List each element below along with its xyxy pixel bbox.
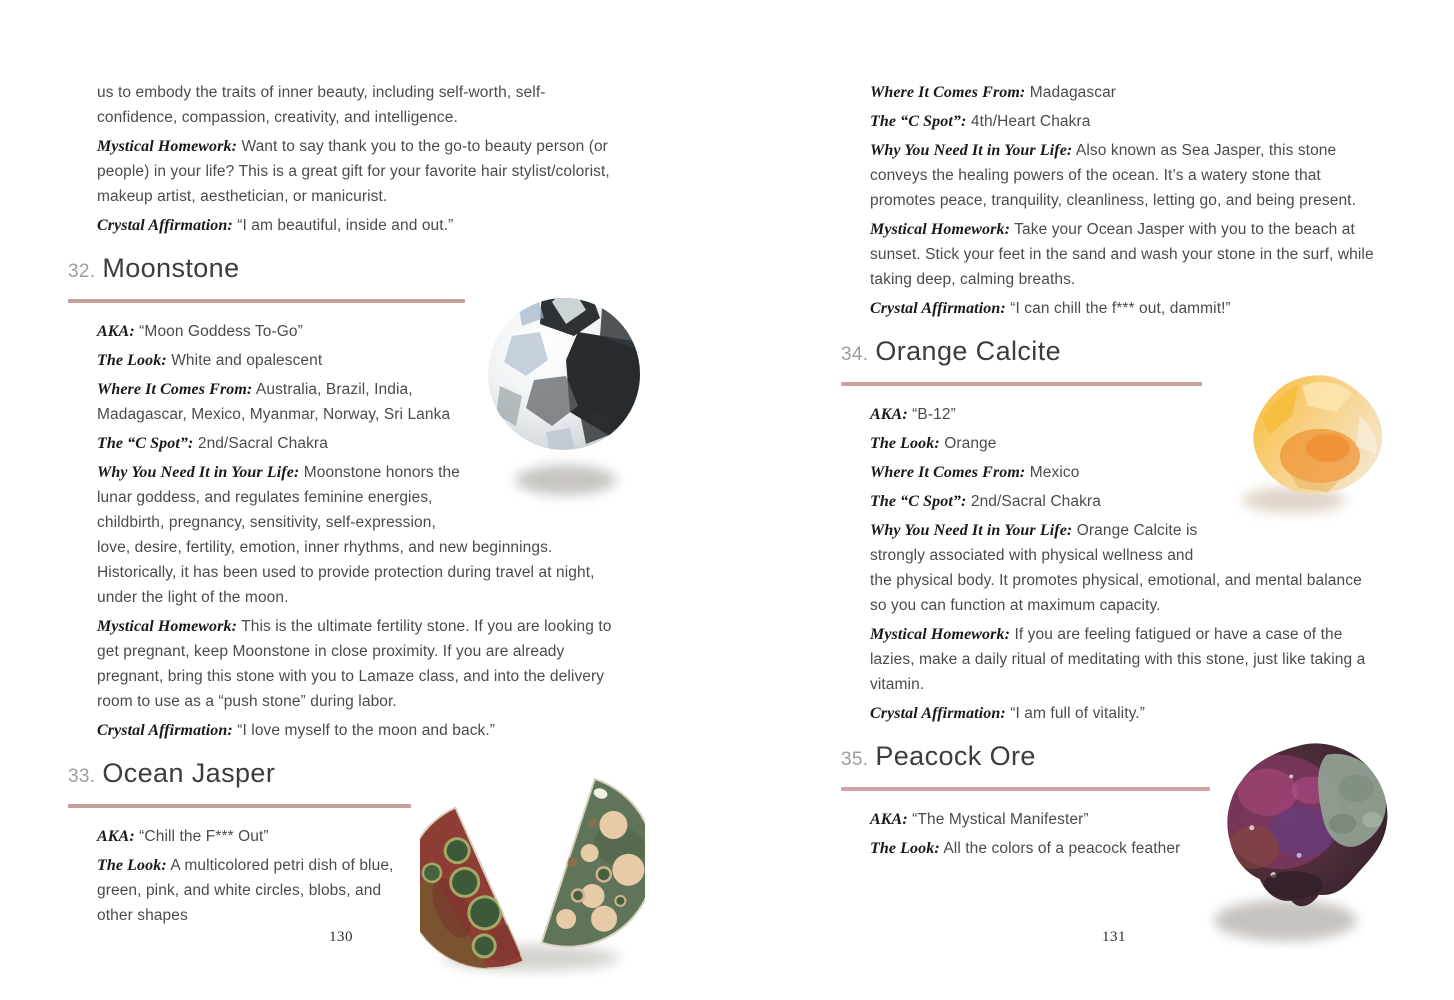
entry-label: Mystical Homework: [97,138,238,155]
right-page [727,0,1454,1000]
section-number: 34. [841,344,869,365]
entry-label: AKA: [97,323,135,340]
section-title: Ocean Jasper [102,758,276,788]
entry-label: Mystical Homework: [870,221,1011,238]
entry-text: Orange Calcite is strongly associated with physical wellness and the physical body. It promotes physical, emotional, and mental balance so you can function at maximum capacity. [870,522,1362,614]
entry-label: Where It Comes From: [870,464,1026,481]
orange-calcite-photo [1232,372,1397,547]
entry [97,80,615,130]
entry-text: “Chill the F*** Out” [139,828,269,845]
section-moonstone [68,252,615,743]
entry-text: Also known as Sea Jasper, this stone conveys the healing powers of the ocean. It’s a watery stone that promotes peace, tranquility, cleanliness, letting go, and being present. [870,142,1356,209]
section-heading [68,252,615,288]
entry-text: All the colors of a peacock feather [943,840,1181,857]
entry-text: Take your Ocean Jasper with you to the beach at sunset. Stick your feet in the sand and wash your stone in the surf, while taking deep, calming breaths. [870,221,1374,288]
entry-label: The “C Spot”: [870,493,967,510]
entry-label: Crystal Affirmation: [97,722,233,739]
entry-text: “I can chill the f*** out, dammit!” [1010,300,1231,317]
entry [870,296,1382,321]
heading-rule [841,787,1210,791]
entry-text: “I am full of vitality.” [1010,705,1145,722]
entry-text: Orange [944,435,997,452]
entry-label: Crystal Affirmation: [870,300,1006,317]
entry-label: Crystal Affirmation: [97,217,233,234]
entry-text: 2nd/Sacral Chakra [197,435,328,452]
entry-label: The Look: [870,435,940,452]
heading-rule [68,299,465,303]
entry [870,80,1382,105]
entry-label: Where It Comes From: [97,381,253,398]
entry-text: Mexico [1029,464,1080,481]
entry [870,138,1382,213]
entry [870,109,1382,134]
entry-label: AKA: [97,828,135,845]
section-peacock-ore [841,740,1382,861]
entry [97,718,615,743]
ocean-jasper-photo [420,774,645,979]
entry-text: Moonstone honors the lunar goddess, and regulates feminine energies, childbirth, pregnancy, sensitivity, self-expression, love, desire, fertility, emotion, inner rhythms, and new beginnings. Historically, it has been used to provide protection during travel at night, under the light of the moon. [97,464,595,606]
entry [870,622,1382,697]
entry-text: “Moon Goddess To-Go” [139,323,303,340]
entry-text: 2nd/Sacral Chakra [970,493,1101,510]
entry-text: “I am beautiful, inside and out.” [237,217,454,234]
section-number: 32. [68,261,96,282]
section-number: 35. [841,749,869,770]
entry [870,217,1382,292]
entry-text: “The Mystical Manifester” [912,811,1089,828]
entry-label: Why You Need It in Your Life: [870,522,1073,539]
section-title: Orange Calcite [875,336,1062,366]
section-number: 33. [68,766,96,787]
entry-label: Mystical Homework: [870,626,1011,643]
entry [97,213,615,238]
entry-text: 4th/Heart Chakra [970,113,1091,130]
heading-rule [841,382,1202,386]
entry [97,134,615,209]
heading-rule [68,804,411,808]
peacock-ore-photo [1207,737,1407,949]
section-title: Moonstone [102,253,240,283]
page-number: 131 [1102,929,1126,945]
entry-text: A multicolored petri dish of blue, green, pink, and white circles, blobs, and other shapes [97,857,394,924]
entry-label: AKA: [870,811,908,828]
entry [97,614,615,714]
entry-text: If you are feeling fatigued or have a case of the lazies, make a daily ritual of meditating with this stone, just like taking a vitamin. [870,626,1366,693]
entry-label: Crystal Affirmation: [870,705,1006,722]
entry-text: us to embody the traits of inner beauty, including self-worth, self-confidence, compassion, creativity, and intelligence. [97,84,546,126]
page-number: 130 [329,929,353,945]
continued-entry [97,80,615,238]
entry-label: Why You Need It in Your Life: [870,142,1073,159]
entry [870,701,1382,726]
entry-text: White and opalescent [171,352,323,369]
section-title: Peacock Ore [875,741,1036,771]
entry-text: Madagascar [1029,84,1117,101]
entry-label: The Look: [97,857,167,874]
entry-label: Mystical Homework: [97,618,238,635]
entry-text: “B-12” [912,406,956,423]
entry-text: “I love myself to the moon and back.” [237,722,496,739]
entry-text: This is the ultimate fertility stone. If you are looking to get pregnant, keep Moonstone in close proximity. If you are already pregnant, bring this stone with you to Lamaze class, and into the delivery room to use as a “push stone” during labor. [97,618,612,710]
continued-entry [870,80,1382,321]
entry-label: The Look: [97,352,167,369]
entry-label: The “C Spot”: [870,113,967,130]
entry-label: Where It Comes From: [870,84,1026,101]
entry-label: AKA: [870,406,908,423]
section-orange-calcite [841,335,1382,726]
entry-text: Want to say thank you to the go-to beauty person (or people) in your life? This is a great gift for your favorite hair stylist/colorist, makeup artist, aesthetician, or manicurist. [97,138,610,205]
moonstone-photo [482,284,647,512]
entry-text: Australia, Brazil, India, Madagascar, Mexico, Myanmar, Norway, Sri Lanka [97,381,451,423]
section-ocean-jasper [68,757,615,928]
entry-label: Why You Need It in Your Life: [97,464,300,481]
section-heading [841,335,1382,371]
entry-label: The “C Spot”: [97,435,194,452]
entry-label: The Look: [870,840,940,857]
